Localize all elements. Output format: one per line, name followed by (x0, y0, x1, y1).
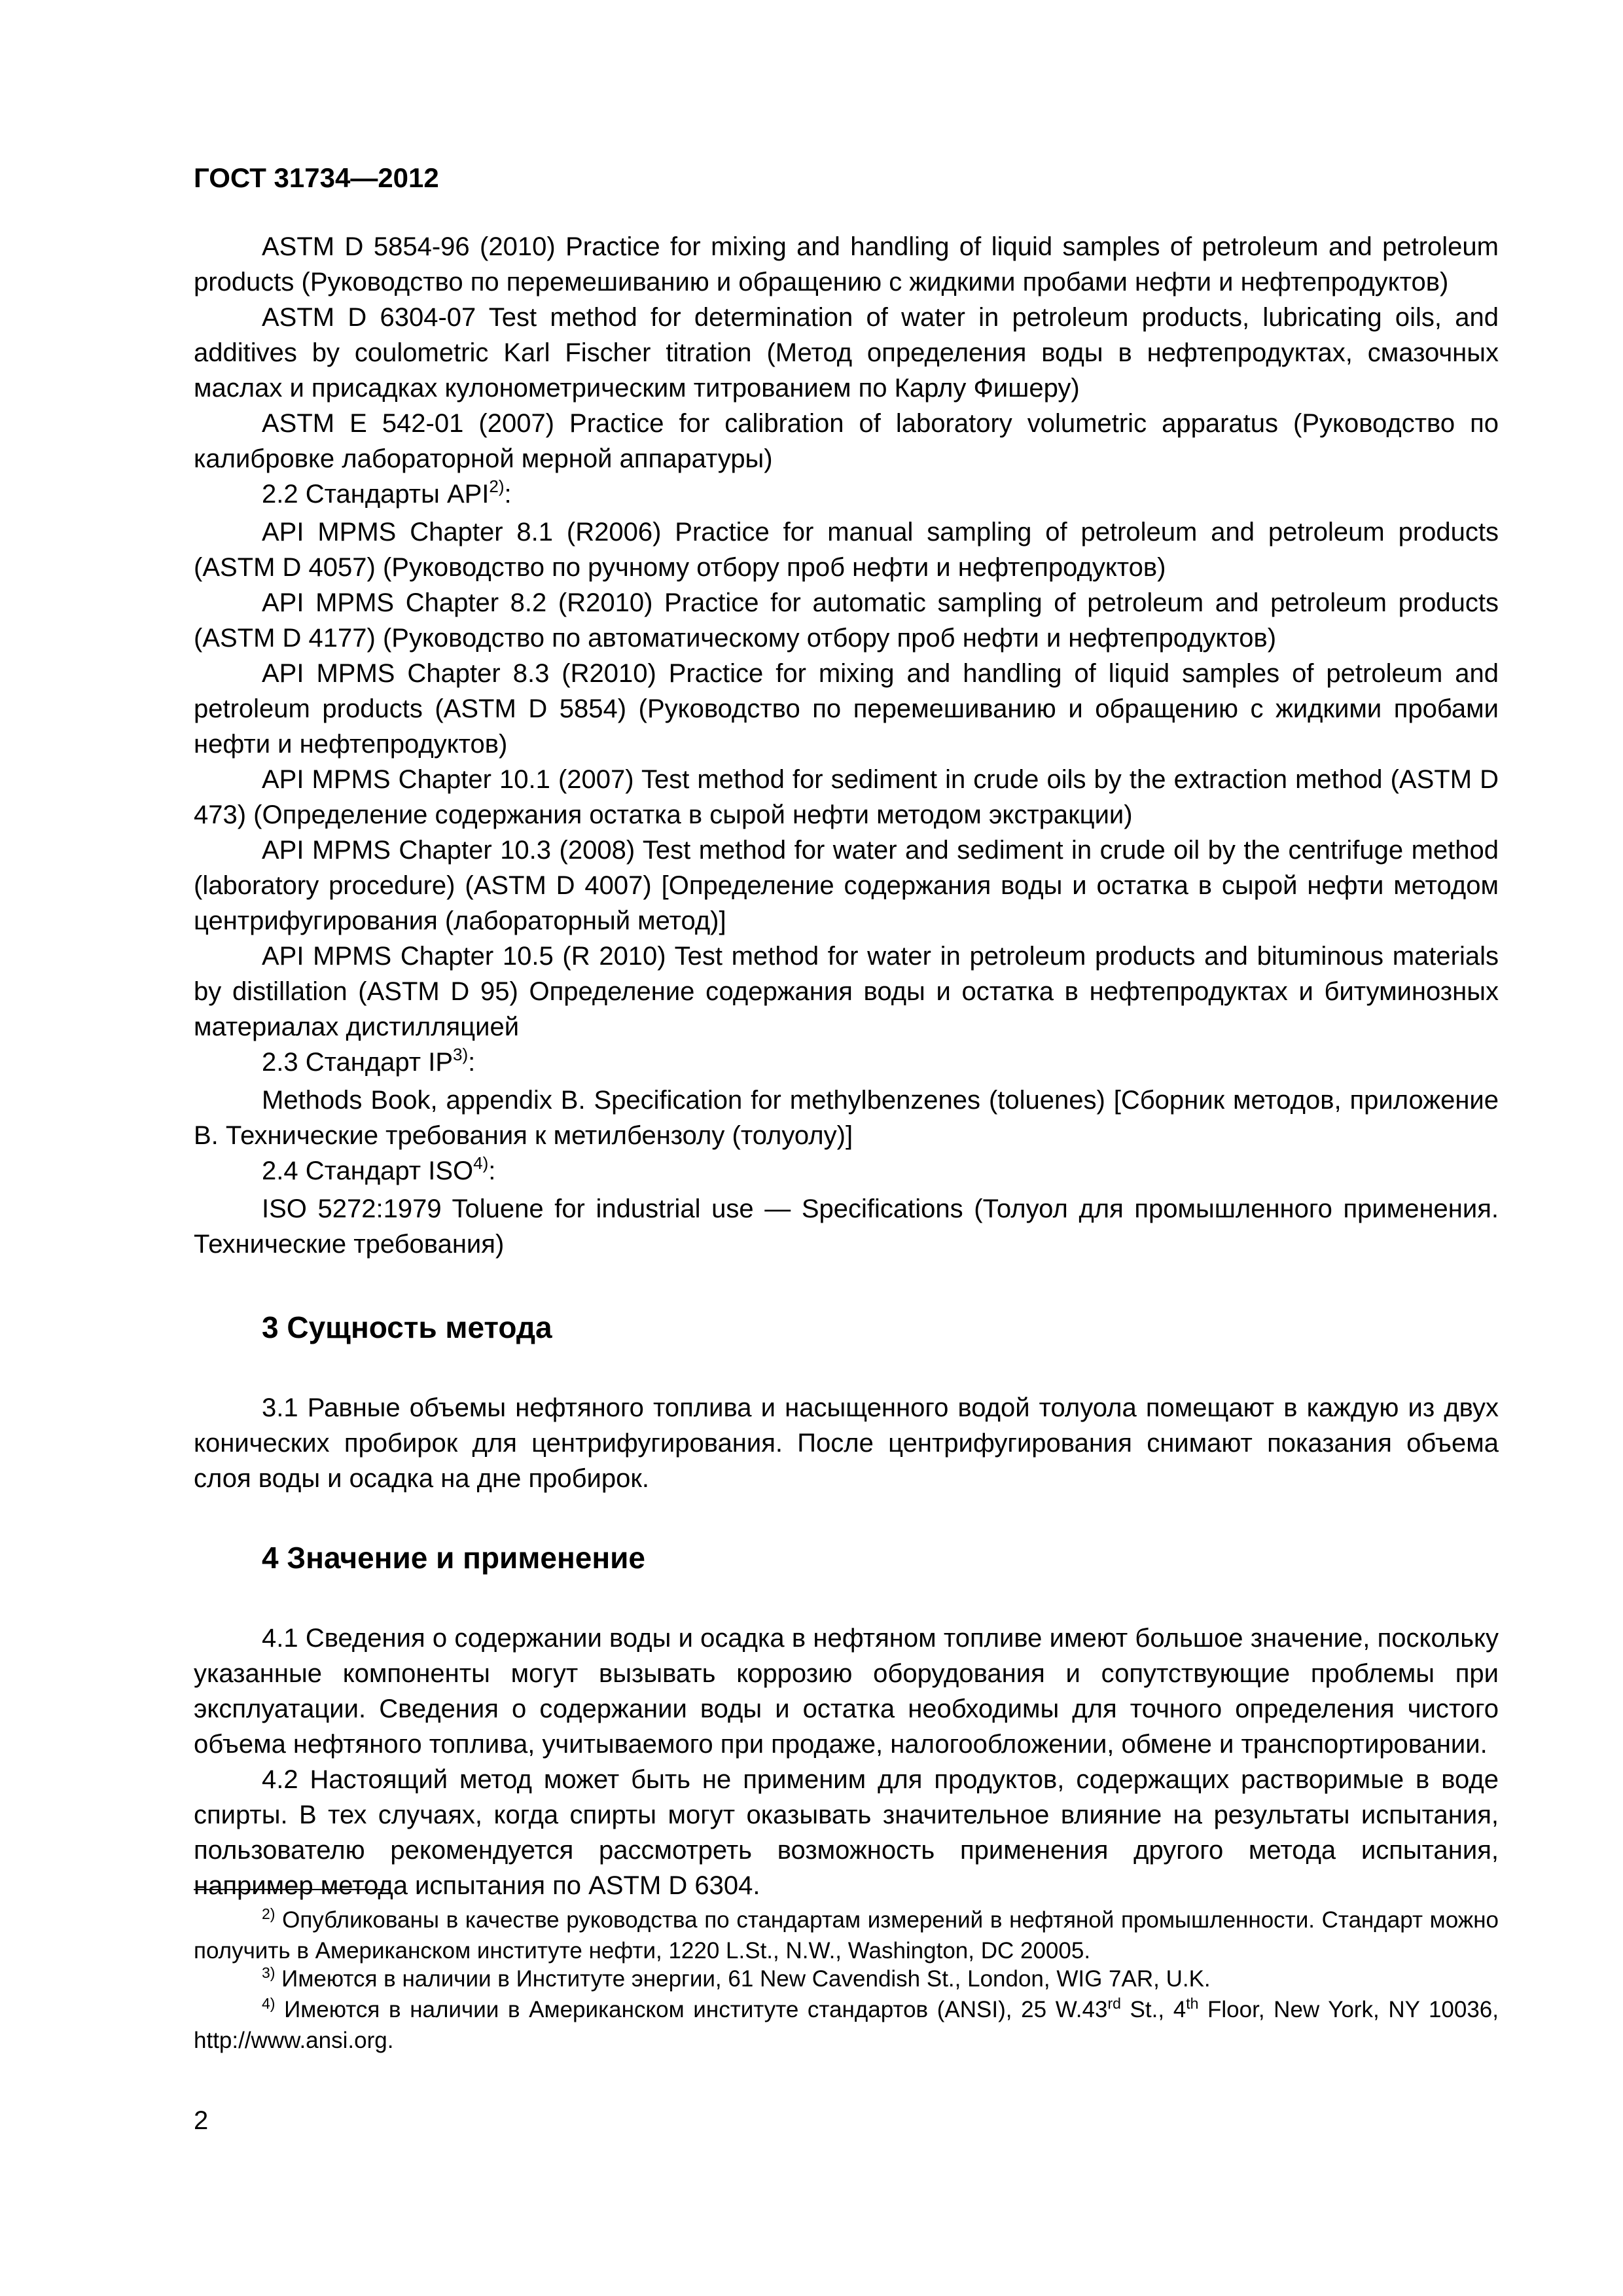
section-3-title: 3 Сущность метода (262, 1310, 552, 1344)
footnote-mark: 3) (262, 1964, 276, 1981)
footnote-separator (194, 1889, 389, 1890)
ordinal-suffix: th (1186, 1995, 1199, 2012)
section-4-title: 4 Значение и применение (262, 1541, 645, 1575)
spacer (194, 1577, 1499, 1621)
page-number: 2 (194, 2106, 209, 2135)
reference-entry: ISO 5272:1979 Toluene for industrial use — Specifications (Толуол для промышленного применения. Технические требования) (194, 1194, 1499, 1259)
iso-standard-heading: 2.4 Стандарт ISO$^{4)}$: (262, 1153, 496, 1185)
footnote-ref: 2) (489, 476, 505, 496)
spacer (194, 1262, 1499, 1308)
api-standards-heading: 2.2 Стандарты API$^{2)}$: (262, 476, 512, 509)
ordinal-suffix: rd (1107, 1995, 1121, 2012)
footnote-ref: 4) (473, 1153, 489, 1173)
reference-entry: ASTM E 542-01 (2007) Practice for calibration of laboratory volumetric apparatus (Руководство по калибровке лабораторной мерной аппаратуры) (194, 409, 1499, 473)
reference-entry: API MPMS Chapter 8.2 (R2010) Practice for automatic sampling of petroleum and petroleum products (ASTM D 4177) (Руководство по автоматическому отбору проб нефти и нефтепродуктов) (194, 588, 1499, 653)
footnote-mark: 2) (262, 1905, 276, 1922)
reference-entry: API MPMS Chapter 10.5 (R 2010) Test method for water in petroleum products and bituminous materials by distillation (ASTM D 95) Определение содержания воды и остатка в нефтепродуктах и битуминозных материалах дистилляцией (194, 942, 1499, 1041)
footnote-ref: 3) (453, 1045, 469, 1064)
footnote-mark: 4) (262, 1995, 276, 2012)
footnotes (194, 1906, 1499, 2054)
reference-entry: API MPMS Chapter 10.1 (2007) Test method for sediment in crude oils by the extraction method (ASTM D 473) (Определение содержания остатка в сырой нефти методом экстракции) (194, 765, 1499, 829)
footnote-3: $^{3)}$ Имеются в наличии в Институте энергии, 61 New Cavendish St., London, WIG 7AR, U.K. (262, 1964, 1211, 1992)
reference-entry: ASTM D 5854-96 (2010) Practice for mixing and handling of liquid samples of petroleum and petroleum products (Руководство по перемешиванию и обращению с жидкими пробами нефти и нефтепродуктов) (194, 232, 1499, 296)
reference-entry: API MPMS Chapter 8.1 (R2006) Practice for manual sampling of petroleum and petroleum products (ASTM D 4057) (Руководство по ручному отбору проб нефти и нефтепродуктов) (194, 518, 1499, 582)
section-3-paragraph: 3.1 Равные объемы нефтяного топлива и насыщенного водой толуола помещают в каждую из двух конических пробирок для центрифугирования. После центрифугирования снимают показания объема слоя воды и осадка на дне пробирок. (194, 1393, 1499, 1493)
spacer (194, 1347, 1499, 1390)
reference-entry: API MPMS Chapter 8.3 (R2010) Practice for mixing and handling of liquid samples of petroleum and petroleum products (ASTM D 5854) (Руководство по перемешиванию и обращению с жидкими пробами нефти и нефтепродуктов) (194, 659, 1499, 759)
section-4-paragraph: 4.2 Настоящий метод может быть не применим для продуктов, содержащих растворимые в воде спирты. В тех случаях, когда спирты могут оказывать значительное влияние на результаты испытания, пользователю рекомендуется рассмотреть возможность применения другого метода испытания, например метода испытания по ASTM D 6304. (194, 1765, 1499, 1900)
ip-standard-heading: 2.3 Стандарт IP$^{3)}$: (262, 1045, 476, 1077)
main-content (194, 229, 1499, 1903)
footnote-2: $^{2)}$ Опубликованы в качестве руководства по стандартам измерений в нефтяной промышленности. Стандарт можно получить в Американском институте нефти, 1220 L.St., N.W., Washington, DC 20005. (194, 1905, 1499, 1964)
reference-entry: ASTM D 6304-07 Test method for determination of water in petroleum products, lubricating oils, and additives by coulometric Karl Fischer titration (Метод определения воды в нефтепродуктах, смазочных маслах и присадках кулонометрическим титрованием по Карлу Фишеру) (194, 303, 1499, 403)
reference-entry: API MPMS Chapter 10.3 (2008) Test method for water and sediment in crude oil by the centrifuge method (laboratory procedure) (ASTM D 4007) [Определение содержания воды и остатка в сырой нефти методом центрифугирования (лабораторный метод)] (194, 836, 1499, 935)
reference-entry: Methods Book, appendix B. Specification for methylbenzenes (toluenes) [Сборник методов, приложение B. Технические требования к метилбензолу (толуолу)] (194, 1086, 1499, 1150)
section-4-paragraph: 4.1 Сведения о содержании воды и осадка в нефтяном топливе имеют большое значение, поскольку указанные компоненты могут вызывать коррозию оборудования и сопутствующие проблемы при эксплуатации. Сведения о содержании воды и остатка необходимы для точного определения чистого объема нефтяного топлива, учитываемого при продаже, налогообложении, обмене и транспортировании. (194, 1624, 1499, 1759)
document-header: ГОСТ 31734—2012 (194, 162, 439, 193)
footnote-4: $^{4)}$ Имеются в наличии в Американском институте стандартов (ANSI), 25 W.43rd St., 4th Floor, New York, NY 10036, http://www.ansi.org. (194, 1995, 1499, 2053)
spacer (194, 1496, 1499, 1538)
